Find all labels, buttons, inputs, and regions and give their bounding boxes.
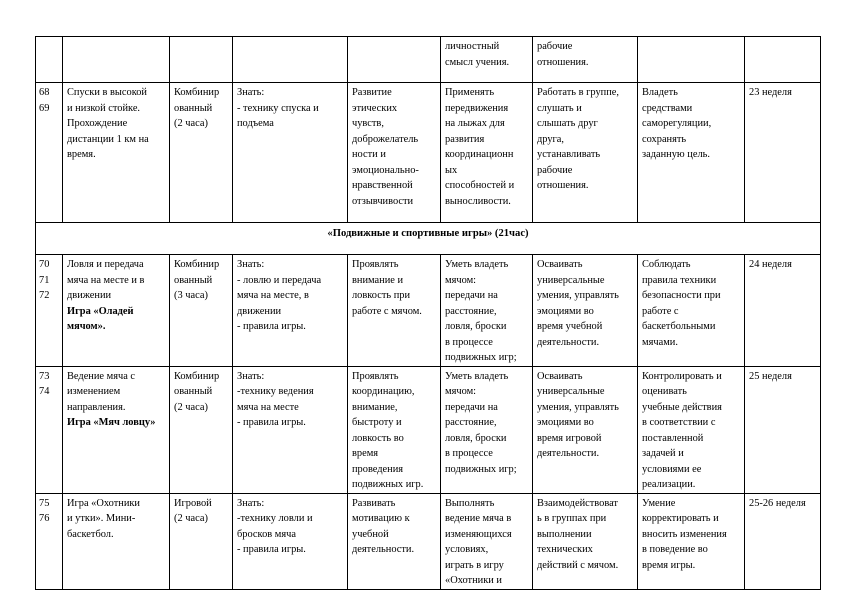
cell-num [36, 366, 63, 493]
type-line: Комбинир [174, 370, 220, 382]
content-line: Знать: [237, 87, 265, 98]
num-line: 68 [39, 87, 50, 98]
subject-line: ых [445, 164, 458, 176]
meta-line: время учебной [537, 321, 603, 332]
content-line: -технику ловли и [237, 513, 313, 524]
reg-line: время игры. [642, 559, 696, 571]
type-line: Комбинир [174, 87, 220, 98]
reg-line: вносить изменения [642, 528, 727, 540]
table-row [36, 255, 821, 367]
topic-line: и утки». Мини- [67, 513, 136, 524]
cell-personal [348, 83, 441, 223]
cell-week [745, 255, 821, 367]
meta-line: умения, управлять [537, 401, 619, 413]
content-line: движении [237, 305, 282, 317]
meta-line: друга, [537, 133, 565, 145]
personal-line: быстроту и [352, 417, 402, 428]
cell-content [233, 493, 348, 589]
cell-num [36, 493, 63, 589]
week-line: 23 неделя [749, 87, 792, 98]
section-title: «Подвижные и спортивные игры» (21час) [36, 223, 821, 255]
meta-line: слушать и [537, 102, 582, 114]
personal-line: внимание и [352, 274, 404, 286]
subject-line: расстояние, [445, 417, 497, 428]
num-line: 71 [39, 274, 50, 286]
cell-subject [441, 366, 533, 493]
meta-line: технических [537, 544, 593, 555]
reg-line: поставленной [642, 432, 704, 444]
num-line: 72 [39, 290, 50, 301]
cell-reg [638, 37, 745, 83]
cell-topic [63, 83, 170, 223]
type-line: (2 часа) [174, 118, 208, 129]
reg-line: правила техники [642, 274, 717, 286]
reg-line: задачей и [642, 448, 684, 459]
meta-line: выполнении [537, 528, 592, 540]
subject-line: развития [445, 133, 485, 145]
cell-meta [533, 37, 638, 83]
reg-line: оценивать [642, 386, 687, 397]
personal-line: координацию, [352, 386, 415, 397]
reg-line: в поведение во [642, 544, 708, 555]
topic-line: мячом». [67, 321, 106, 332]
subject-line: передачи на [445, 290, 498, 301]
topic-line: мяча на месте и в [67, 274, 145, 286]
reg-line: в соответствии с [642, 417, 716, 428]
reg-line: Соблюдать [642, 259, 691, 270]
content-line: бросков мяча [237, 528, 296, 540]
cell-subject [441, 37, 533, 83]
topic-line: Спуски в высокой [67, 87, 147, 98]
topic-line: Прохождение [67, 118, 128, 129]
table-body [36, 37, 821, 590]
meta-line: Осваивать [537, 259, 583, 270]
num-line: 69 [39, 102, 50, 114]
type-line: Комбинир [174, 259, 220, 270]
meta-line: отношения. [537, 56, 589, 68]
type-line: (2 часа) [174, 401, 208, 413]
num-line: 73 [39, 370, 50, 382]
cell-reg [638, 366, 745, 493]
meta-line: рабочие [537, 41, 573, 52]
num-line: 75 [39, 497, 50, 509]
reg-line: средствами [642, 102, 693, 114]
cell-topic [63, 37, 170, 83]
subject-line: ловля, броски [445, 432, 507, 444]
content-line: Знать: [237, 370, 265, 382]
subject-line: ведение мяча в [445, 513, 512, 524]
cell-personal [348, 366, 441, 493]
personal-line: учебной [352, 528, 389, 540]
subject-line: на лыжах для [445, 118, 505, 129]
content-line: мяча на месте [237, 401, 299, 413]
meta-line: время игровой [537, 432, 602, 444]
cell-week [745, 83, 821, 223]
reg-line: Контролировать и [642, 370, 722, 382]
cell-subject [441, 83, 533, 223]
subject-line: Уметь владеть [445, 259, 509, 270]
num-line: 74 [39, 386, 50, 397]
subject-line: мячом: [445, 274, 477, 286]
topic-line: время. [67, 149, 96, 160]
cell-week [745, 493, 821, 589]
topic-line: Игра «Мяч ловцу» [67, 417, 156, 428]
personal-line: доброжелатель [352, 133, 419, 145]
cell-reg [638, 493, 745, 589]
type-line: ованный [174, 386, 213, 397]
cell-personal [348, 37, 441, 83]
subject-line: расстояние, [445, 305, 497, 317]
personal-line: мотивацию к [352, 513, 410, 524]
cell-content [233, 366, 348, 493]
cell-subject [441, 493, 533, 589]
topic-line: дистанции 1 км на [67, 133, 149, 145]
topic-line: Ведение мяча с [67, 370, 136, 382]
reg-line: заданную цель. [642, 149, 710, 160]
subject-line: смысл учения. [445, 56, 510, 68]
section-header-row [36, 223, 821, 255]
meta-line: Взаимодействоват [537, 497, 618, 509]
content-line: -технику ведения [237, 386, 314, 397]
content-line: - правила игры. [237, 417, 306, 428]
subject-line: координационн [445, 149, 514, 160]
content-line: Знать: [237, 497, 265, 509]
personal-line: ловкость во [352, 432, 404, 444]
personal-line: Развивать [352, 497, 396, 509]
subject-line: Уметь владеть [445, 370, 509, 382]
reg-line: реализации. [642, 479, 696, 490]
cell-week [745, 366, 821, 493]
cell-type [170, 366, 233, 493]
topic-line: Игра «Оладей [67, 305, 134, 317]
meta-line: действий с мячом. [537, 559, 619, 571]
cell-meta [533, 255, 638, 367]
subject-line: личностный [445, 41, 500, 52]
personal-line: время [352, 448, 379, 459]
cell-type [170, 493, 233, 589]
subject-line: выносливости. [445, 195, 511, 207]
topic-line: движении [67, 290, 112, 301]
content-line: - правила игры. [237, 321, 306, 332]
topic-line: изменением [67, 386, 121, 397]
cell-reg [638, 255, 745, 367]
table-row [36, 37, 821, 83]
cell-num [36, 37, 63, 83]
meta-line: эмоциями во [537, 305, 594, 317]
personal-line: работе с мячом. [352, 305, 422, 317]
reg-line: Умение [642, 497, 676, 509]
num-line: 76 [39, 513, 50, 524]
subject-line: подвижных игр; [445, 352, 517, 363]
personal-line: Проявлять [352, 370, 399, 382]
cell-reg [638, 83, 745, 223]
meta-line: ь в группах при [537, 513, 607, 524]
meta-line: рабочие [537, 164, 573, 176]
reg-line: безопасности при [642, 290, 721, 301]
content-line: - правила игры. [237, 544, 306, 555]
cell-personal [348, 255, 441, 367]
personal-line: эмоционально- [352, 164, 419, 176]
cell-topic [63, 366, 170, 493]
personal-line: чувств, [352, 118, 384, 129]
type-line: Игровой [174, 497, 212, 509]
type-line: ованный [174, 274, 213, 286]
cell-meta [533, 493, 638, 589]
table-row [36, 83, 821, 223]
personal-line: ности и [352, 149, 386, 160]
subject-line: условиях, [445, 544, 489, 555]
subject-line: передвижения [445, 102, 509, 114]
personal-line: деятельности. [352, 544, 415, 555]
subject-line: ловля, броски [445, 321, 507, 332]
week-line: 25-26 неделя [749, 497, 806, 509]
personal-line: этических [352, 102, 398, 114]
meta-line: универсальные [537, 386, 605, 397]
topic-line: баскетбол. [67, 528, 114, 540]
cell-num [36, 255, 63, 367]
type-line: (2 часа) [174, 513, 208, 524]
meta-line: эмоциями во [537, 417, 594, 428]
meta-line: Осваивать [537, 370, 583, 382]
subject-line: способностей и [445, 180, 515, 191]
cell-meta [533, 366, 638, 493]
content-line: - технику спуска и [237, 102, 319, 114]
personal-line: ловкость при [352, 290, 411, 301]
personal-line: внимание, [352, 401, 398, 413]
meta-line: слышать друг [537, 118, 598, 129]
reg-line: саморегуляции, [642, 118, 712, 129]
subject-line: Применять [445, 87, 495, 98]
content-line: мяча на месте, в [237, 290, 309, 301]
meta-line: деятельности. [537, 448, 600, 459]
reg-line: Владеть [642, 87, 678, 98]
subject-line: передачи на [445, 401, 498, 413]
personal-line: Проявлять [352, 259, 399, 270]
cell-personal [348, 493, 441, 589]
type-line: (3 часа) [174, 290, 208, 301]
personal-line: отзывчивости [352, 195, 414, 207]
reg-line: учебные действия [642, 401, 722, 413]
type-line: ованный [174, 102, 213, 114]
subject-line: изменяющихся [445, 528, 512, 540]
cell-content [233, 83, 348, 223]
cell-topic [63, 255, 170, 367]
table-row [36, 493, 821, 589]
cell-content [233, 37, 348, 83]
num-line: 70 [39, 259, 50, 270]
reg-line: сохранять [642, 133, 687, 145]
meta-line: устанавливать [537, 149, 601, 160]
week-line: 24 неделя [749, 259, 792, 270]
cell-subject [441, 255, 533, 367]
topic-line: Ловля и передача [67, 259, 144, 270]
cell-week [745, 37, 821, 83]
lesson-plan-table [35, 36, 821, 590]
cell-num [36, 83, 63, 223]
cell-meta [533, 83, 638, 223]
cell-type [170, 83, 233, 223]
topic-line: Игра «Охотники [67, 497, 140, 509]
personal-line: Развитие [352, 87, 392, 98]
reg-line: баскетбольными [642, 321, 716, 332]
subject-line: мячом: [445, 386, 477, 397]
cell-type [170, 37, 233, 83]
subject-line: подвижных игр; [445, 463, 517, 475]
content-line: - ловлю и передача [237, 274, 322, 286]
reg-line: мячами. [642, 336, 678, 348]
meta-line: универсальные [537, 274, 605, 286]
personal-line: нравственной [352, 180, 413, 191]
reg-line: условиями ее [642, 463, 702, 475]
subject-line: Выполнять [445, 497, 495, 509]
cell-topic [63, 493, 170, 589]
topic-line: направления. [67, 401, 126, 413]
meta-line: Работать в группе, [537, 87, 619, 98]
subject-line: «Охотники и [445, 575, 502, 586]
cell-type [170, 255, 233, 367]
content-line: подъема [237, 118, 274, 129]
subject-line: в процессе [445, 336, 493, 348]
week-line: 25 неделя [749, 370, 792, 382]
cell-content [233, 255, 348, 367]
personal-line: подвижных игр. [352, 479, 424, 490]
meta-line: умения, управлять [537, 290, 619, 301]
personal-line: проведения [352, 463, 404, 475]
subject-line: в процессе [445, 448, 493, 459]
subject-line: играть в игру [445, 559, 504, 571]
meta-line: деятельности. [537, 336, 600, 348]
topic-line: и низкой стойке. [67, 102, 141, 114]
content-line: Знать: [237, 259, 265, 270]
meta-line: отношения. [537, 180, 589, 191]
reg-line: работе с [642, 305, 679, 317]
table-row [36, 366, 821, 493]
reg-line: корректировать и [642, 513, 719, 524]
